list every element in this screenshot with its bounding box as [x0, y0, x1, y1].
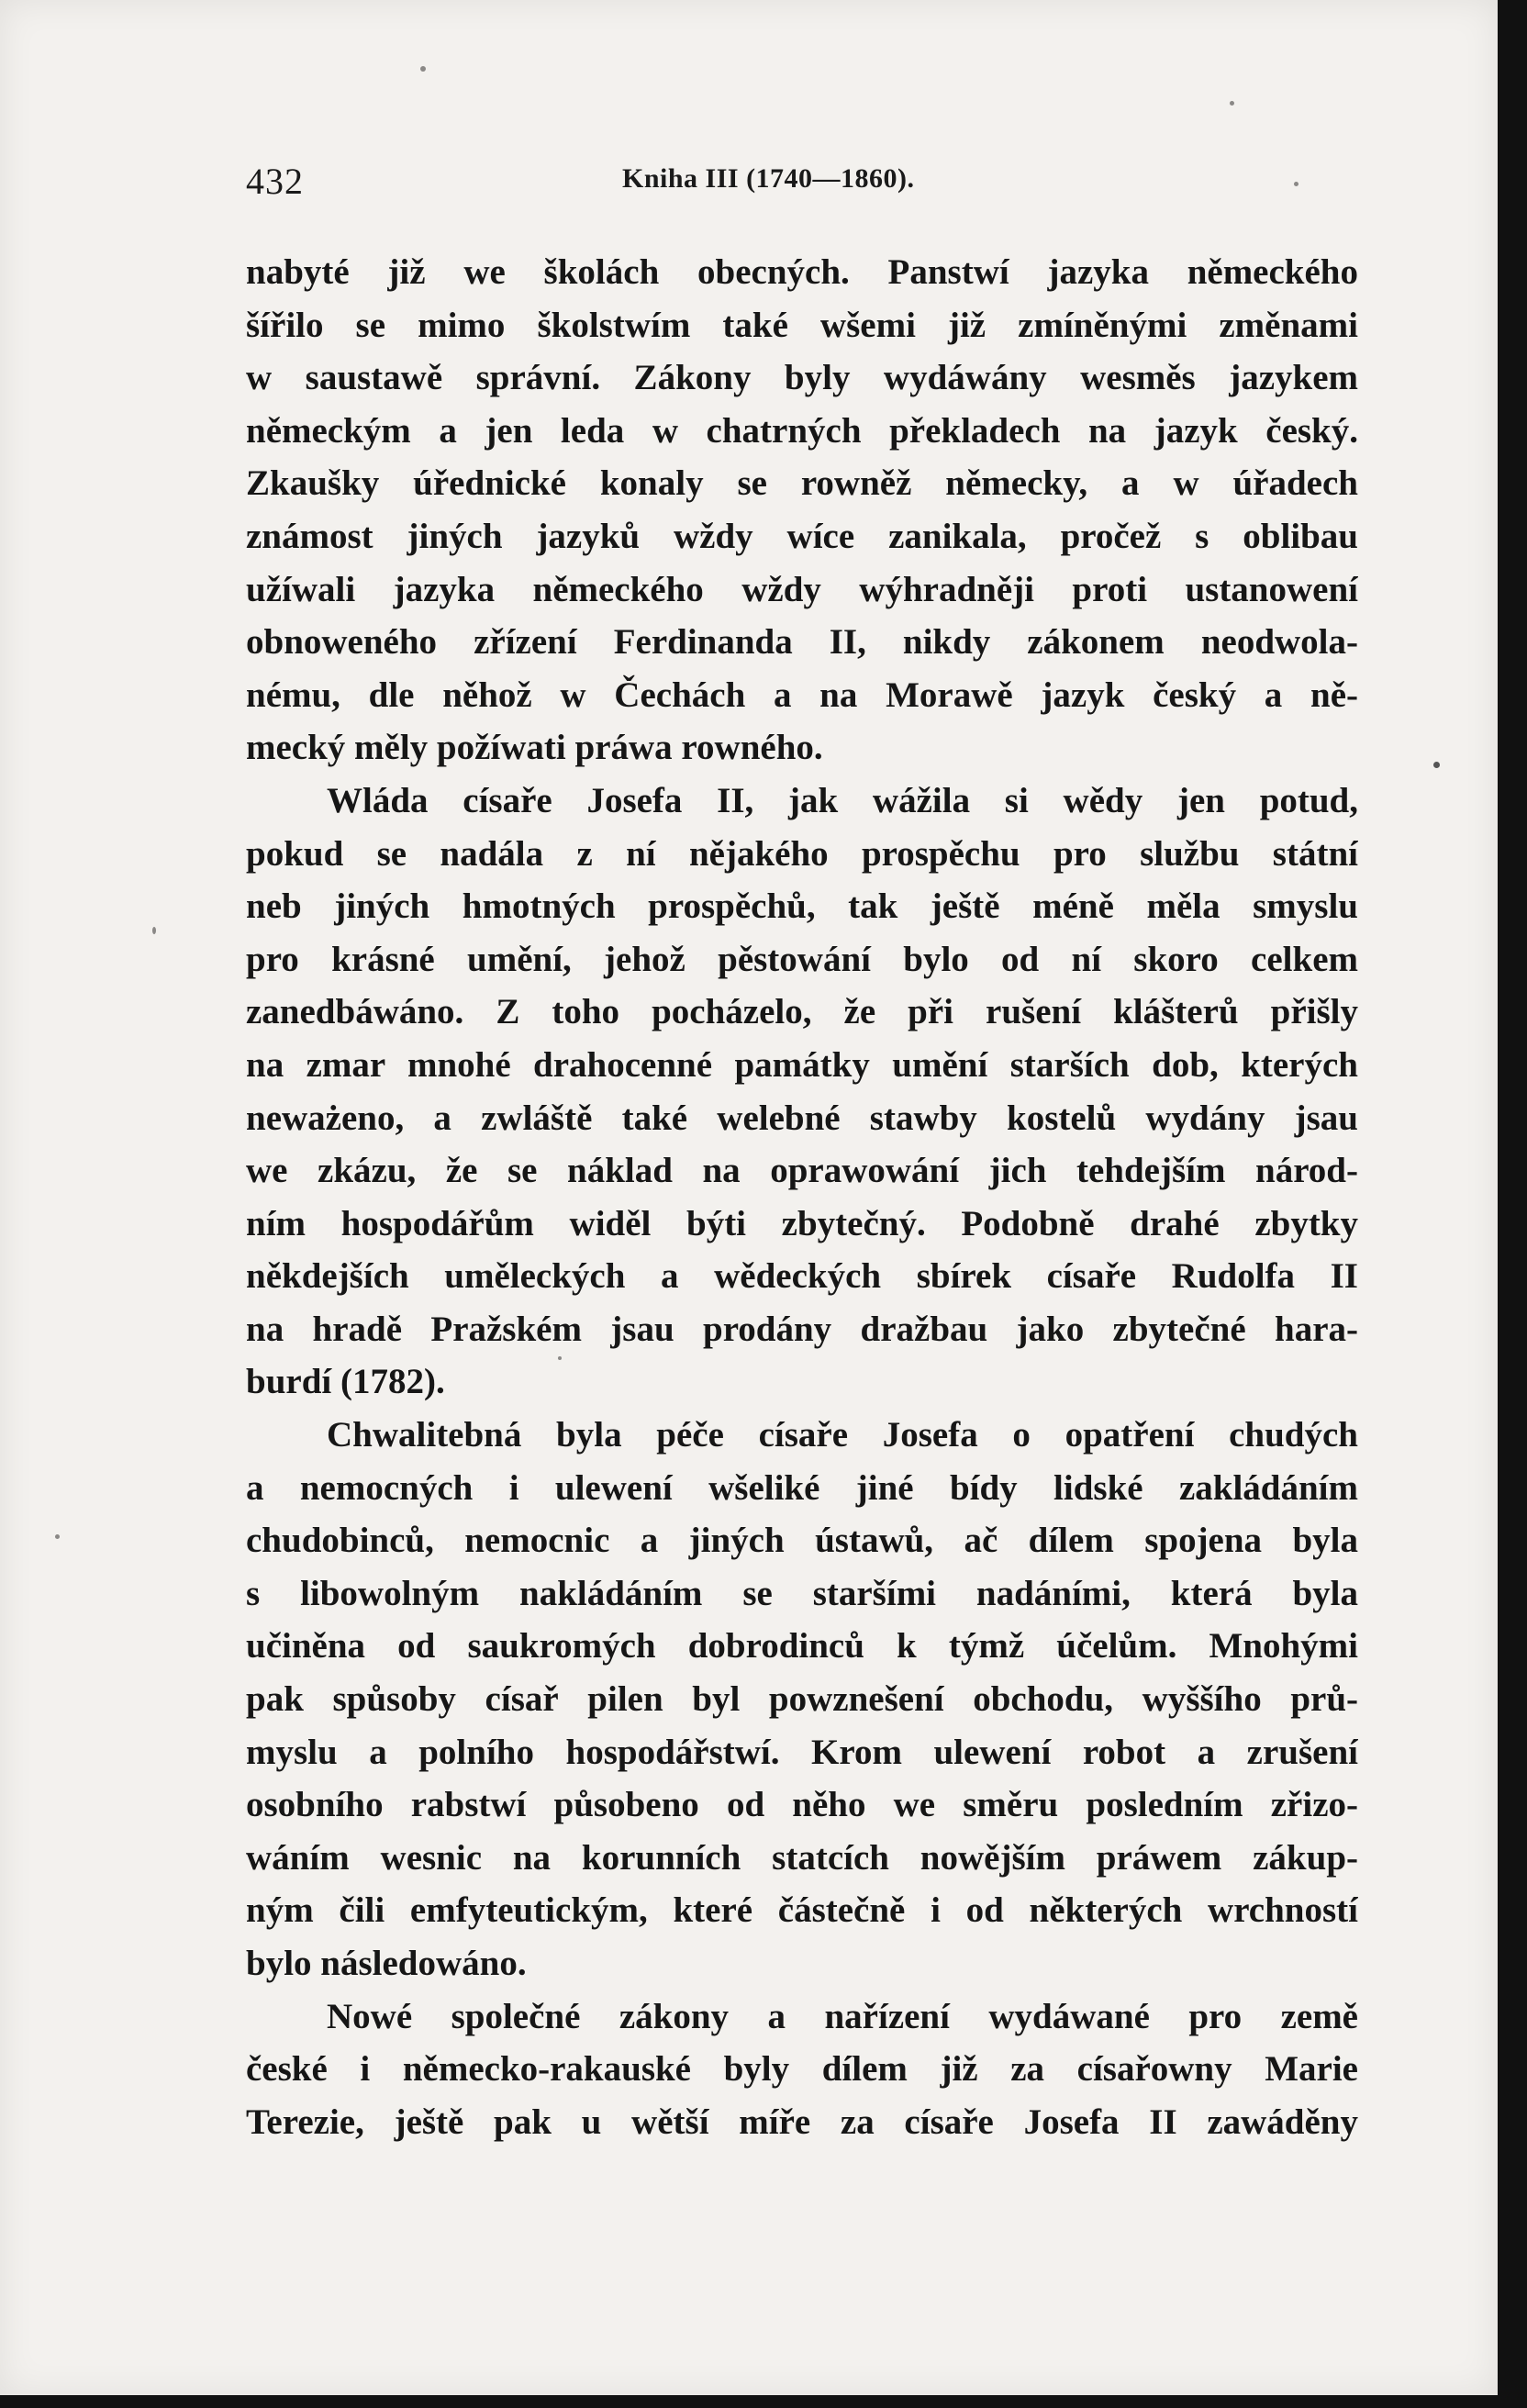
text-line: ním hospodářům widěl býti zbytečný. Podobně drahé zbytky [246, 1203, 1358, 1243]
paper-speck [420, 66, 426, 72]
text-line: Zkaušky úřednické konaly se rowněž německy, a w úřadech [246, 463, 1358, 504]
scan-border-right [1498, 0, 1527, 2408]
text-line: chudobinců, nemocnic a jiných ústawů, ač dílem spojena byla [246, 1521, 1358, 1561]
text-line: neważeno, a zwláště také welebné stawby kostelů wydány jsau [246, 1098, 1358, 1138]
text-line: pak spůsoby císař pilen byl powznešení obchodu, wyššího prů- [246, 1679, 1358, 1720]
text-line: zanedbáwáno. Z toho pocházelo, že při rušení klášterů přišly [246, 992, 1358, 1032]
text-line: známost jiných jazyků wždy wíce zanikala, pročež s oblibau [246, 516, 1358, 556]
text-line: s libowolným nakládáním se staršími nadáními, která byla [246, 1573, 1358, 1613]
running-head: Kniha III (1740—1860). [622, 163, 915, 194]
text-line: pokud se nadála z ní nějakého prospěchu pro službu státní [246, 833, 1358, 874]
text-line: na zmar mnohé drahocenné památky umění starších dob, kterých [246, 1044, 1358, 1085]
text-line: někdejších uměleckých a wědeckých sbírek císaře Rudolfa II [246, 1256, 1358, 1297]
text-line: Chwalitebná byla péče císaře Josefa o opatření chudých [327, 1415, 1358, 1455]
text-line: mecký měly požíwati práwa rowného. [246, 728, 823, 768]
paper-speck [152, 927, 156, 934]
text-line: burdí (1782). [246, 1362, 445, 1402]
text-line: neb jiných hmotných prospěchů, tak ještě méně měla smyslu [246, 886, 1358, 927]
text-line: pro krásné umění, jehož pěstowání bylo od ní skoro celkem [246, 939, 1358, 979]
text-line: obnoweného zřízení Ferdinanda II, nikdy zákonem neodwola- [246, 622, 1358, 663]
body-text [246, 246, 1358, 2148]
text-line: bylo následowáno. [246, 1944, 527, 1983]
text-line: Nowé společné zákony a nařízení wydáwané pro země [327, 1996, 1358, 2036]
text-line: w saustawě správní. Zákony byly wydáwány wesměs jazykem [246, 358, 1358, 398]
page-number: 432 [246, 161, 304, 202]
paper-speck [558, 1356, 562, 1360]
paper-speck [1294, 182, 1299, 186]
paper-speck [1230, 101, 1234, 106]
paper-speck [55, 1534, 60, 1539]
text-line: nabyté již we školách obecných. Panstwí jazyka německého [246, 252, 1358, 292]
text-line: a nemocných i ulewení wšeliké jiné bídy lidské zakládáním [246, 1467, 1358, 1508]
text-line: šířilo se mimo školstwím také wšemi již zmíněnými změnami [246, 305, 1358, 345]
text-line: wáním wesnic na korunních statcích nowějším práwem zákup- [246, 1837, 1358, 1878]
text-line: Wláda císaře Josefa II, jak wážila si wědy jen potud, [327, 780, 1358, 820]
paper-speck [1433, 762, 1440, 768]
text-line: ným čili emfyteutickým, které částečně i od některých wrchností [246, 1890, 1358, 1931]
text-line: německým a jen leda w chatrných překladech na jazyk český. [246, 410, 1358, 451]
text-line: užíwali jazyka německého wždy wýhradněji proti ustanowení [246, 569, 1358, 609]
text-line: myslu a polního hospodářstwí. Krom ulewení robot a zrušení [246, 1732, 1358, 1772]
text-line: osobního rabstwí působeno od něho we směru posledním zřizo- [246, 1785, 1358, 1825]
text-line: učiněna od saukromých dobrodinců k týmž účelům. Mnohými [246, 1626, 1358, 1667]
text-line: we zkázu, že se náklad na oprawowání jich tehdejším národ- [246, 1151, 1358, 1191]
page-header [246, 154, 1358, 200]
text-line: nému, dle něhož w Čechách a na Morawě jazyk český a ně- [246, 674, 1358, 715]
text-line: na hradě Pražském jsau prodány dražbau jako zbytečné hara- [246, 1309, 1358, 1349]
scan-border-bottom [0, 2395, 1527, 2408]
text-line: české i německo-rakauské byly dílem již za císařowny Marie [246, 2049, 1358, 2090]
text-line: Terezie, ještě pak u wětší míře za císaře Josefa II zawáděny [246, 2101, 1358, 2142]
